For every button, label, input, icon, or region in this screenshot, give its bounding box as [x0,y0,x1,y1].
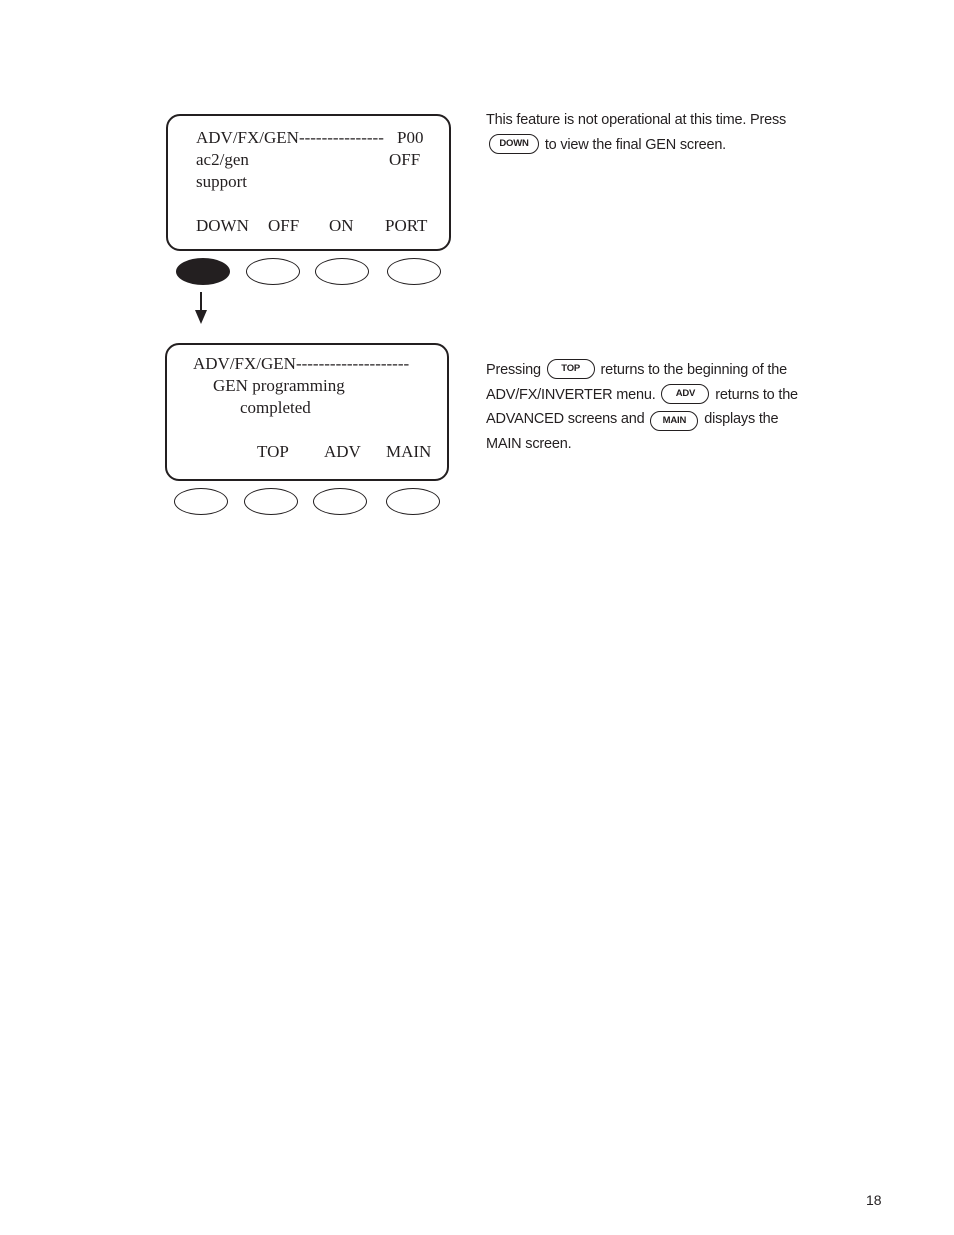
note2-line1: Pressing TOP returns to the beginning of the [486,358,787,383]
softkey-label-on: ON [329,216,354,235]
flow-arrow-shaft [200,292,202,312]
softkey-2[interactable] [244,488,298,515]
lcd-screen-gen-support [166,114,451,251]
softkey-4[interactable] [387,258,441,285]
note2-line4: MAIN screen. [486,436,572,452]
softkey-label-adv: ADV [324,442,361,461]
softkey-3[interactable] [315,258,369,285]
screen1-header: ADV/FX/GEN--------------- [196,128,384,147]
softkey-label-main: MAIN [386,442,432,461]
softkey-2[interactable] [246,258,300,285]
adv-button-icon: ADV [661,384,709,404]
note2-line2: ADV/FX/INVERTER menu. ADV returns to the [486,383,798,408]
note1-line2: DOWN to view the final GEN screen. [486,133,726,158]
softkey-4[interactable] [386,488,440,515]
screen1-setting-label-2: support [196,172,247,191]
softkey-1[interactable] [174,488,228,515]
screen1-page-code: P00 [397,128,424,147]
softkey-label-top: TOP [257,442,289,461]
note1-line1: This feature is not operational at this time. Press [486,112,787,128]
down-arrow-icon [195,310,207,324]
top-button-icon: TOP [547,359,595,379]
note-feature-not-operational [486,108,826,160]
note-navigation [486,358,826,458]
screen1-setting-value: OFF [389,150,421,169]
page-number: 18 [866,1192,882,1208]
softkey-1-pressed[interactable] [176,258,230,285]
screen2-message-line2: completed [240,398,311,417]
softkey-label-port: PORT [385,216,428,235]
screen2-message-line1: GEN programming [213,376,345,395]
softkey-label-off: OFF [268,216,300,235]
screen2-header: ADV/FX/GEN-------------------- [193,354,410,373]
note2-line3: ADVANCED screens and MAIN displays the [486,407,778,432]
main-button-icon: MAIN [650,411,698,431]
screen1-setting-label: ac2/gen [196,150,249,169]
lcd-screen-gen-complete [165,343,449,481]
down-button-icon: DOWN [489,134,539,154]
softkey-label-down: DOWN [196,216,249,235]
softkey-3[interactable] [313,488,367,515]
